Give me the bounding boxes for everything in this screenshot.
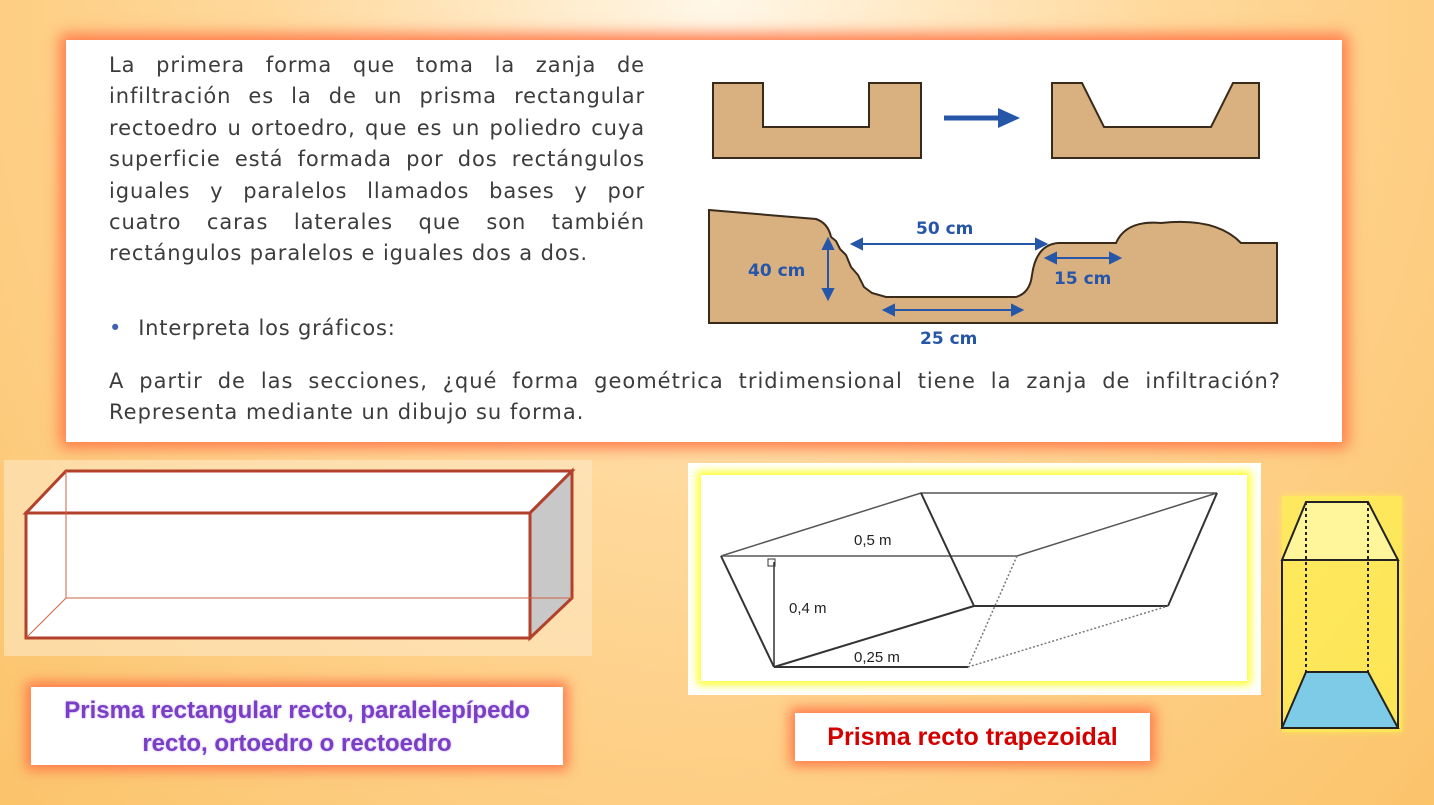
dim-bottom-label: 0,25 m <box>854 649 900 666</box>
problem-paragraph: La primera forma que toma la zanja de infiltración es la de un prisma rectangular rectoedro u ortoedro, que es un poliedro cuya superficie está formada por dos rectángulos iguales y paralelos llamados bases y por cuatro caras laterales que son también rectángulos paralelos e iguales dos a dos. <box>109 53 645 266</box>
label-40cm: 40 cm <box>748 261 806 281</box>
trapezoid-section-shape <box>1052 83 1259 158</box>
right-arrow-icon <box>944 108 1020 128</box>
trapezoid-prism-sketch <box>688 463 1261 695</box>
instruction-text: Interpreta los gráficos: <box>138 316 396 340</box>
trapezoidal-prism-figure <box>688 463 1261 695</box>
prism-top-face <box>26 471 572 513</box>
trapezoidal-prism-3d-icon <box>1276 490 1408 740</box>
trench-cross-section <box>706 205 1286 355</box>
bullet-dot-icon: • <box>109 316 123 340</box>
prism-front-face <box>26 513 530 638</box>
width-arrow-top <box>852 239 1046 249</box>
label-50cm: 50 cm <box>916 219 974 239</box>
label-15cm: 15 cm <box>1054 269 1112 289</box>
trap-prism-caption: Prisma recto trapezoidal <box>795 713 1150 761</box>
instruction-bullet <box>109 316 396 340</box>
dim-top-label: 0,5 m <box>854 532 892 549</box>
section-transformation-diagram <box>706 76 1266 166</box>
rect-prism-caption: Prisma rectangular recto, paralelepípedo recto, ortoedro o rectoedro <box>31 687 563 765</box>
dim-height-label: 0,4 m <box>789 600 827 617</box>
problem-card <box>66 40 1342 442</box>
rectangular-prism-drawing <box>4 460 592 656</box>
problem-question: A partir de las secciones, ¿qué forma geométrica tridimensional tiene la zanja de infiltración? Representa mediante un dibujo su forma. <box>109 369 1281 424</box>
label-25cm: 25 cm <box>920 329 978 349</box>
rect-section-shape <box>713 83 921 158</box>
